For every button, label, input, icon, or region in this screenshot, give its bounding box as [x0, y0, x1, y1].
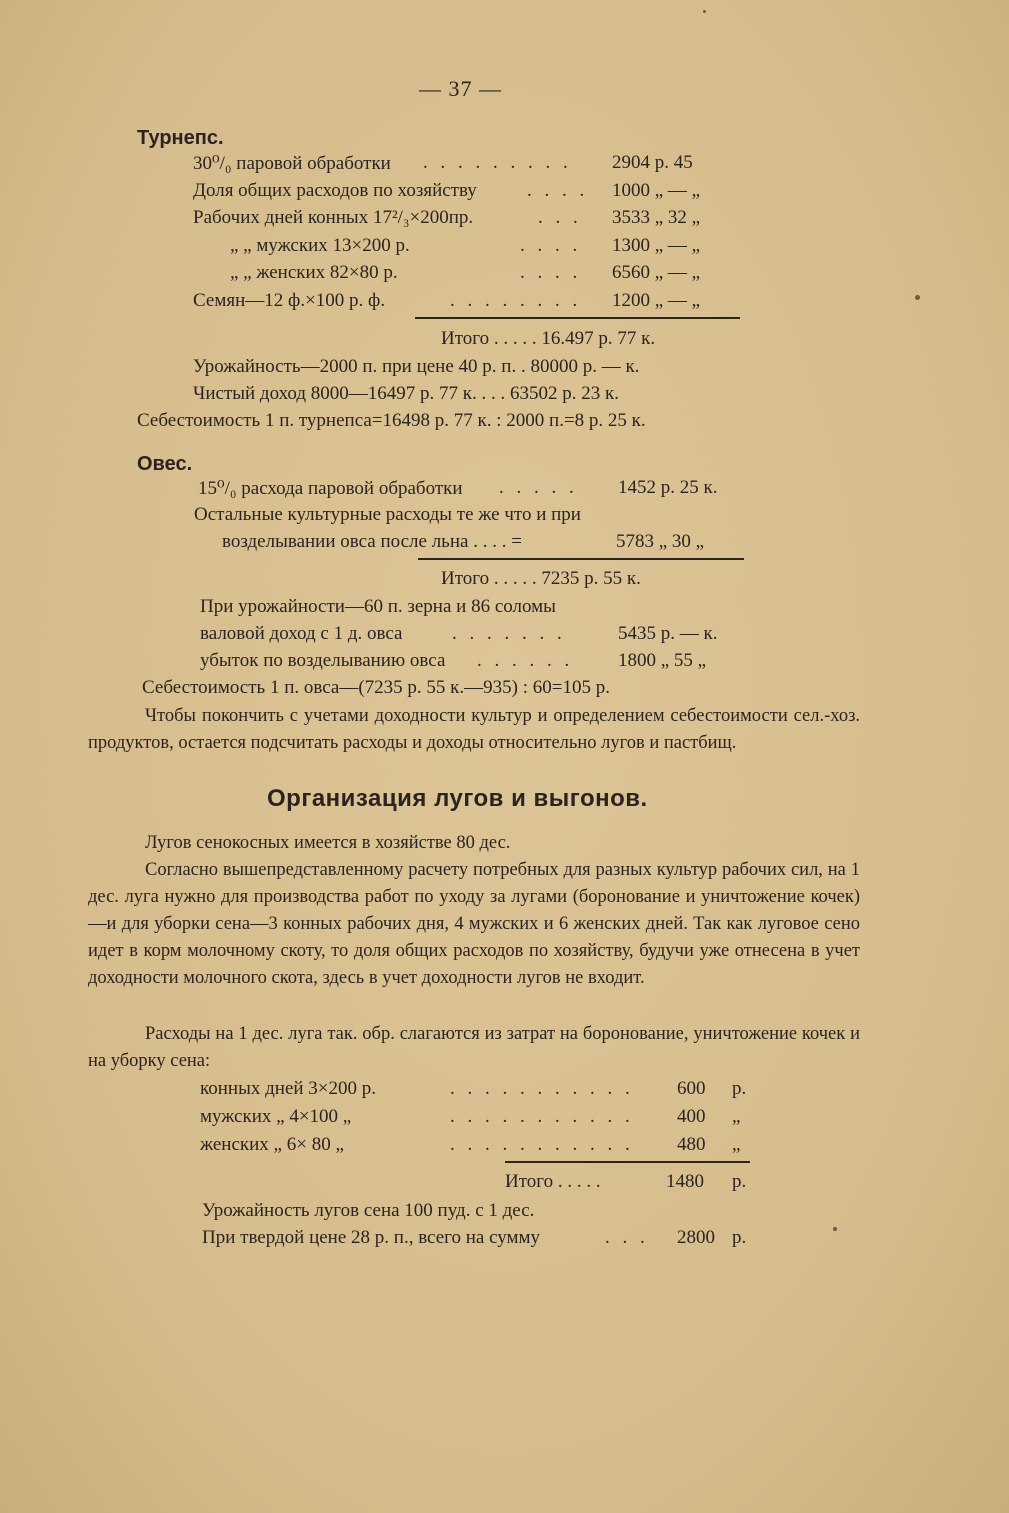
oats-gross-income: валовой доход с 1 д. овса: [200, 623, 403, 644]
closing-paragraph: Чтобы покончить с учетами доходности культур и определением себестоимости сел.-хоз. продуктов, остается подсчитать расходы и доходы относительно лугов и пастбищ.: [88, 706, 860, 753]
section-heading-oats: Овес.: [137, 453, 193, 475]
oats-line-2: Остальные культурные расходы те же что и при: [194, 504, 581, 525]
paper-speck: [915, 295, 920, 300]
meadows-value-3: 480: [677, 1134, 706, 1155]
meadows-paragraph-2: Согласно вышепредставленному расчету потребных для разных культур рабочих сил, на 1 дес. луга нужно для производства работ по уходу за лугами (боронование и уничтожение кочек)—и для уборки сена—3 конных рабочих дня, 4 мужских и 6 женских дней. Так как луговое сено идет в корм молочному скоту, то доля общих расходов по хозяйству, будучи уже отнесена в учет доходности молочного скота, здесь в учет доходности лугов не входит.: [88, 860, 860, 988]
oats-yield: При урожайности—60 п. зерна и 86 соломы: [200, 596, 556, 617]
oats-cost: Себестоимость 1 п. овса—(7235 р. 55 к.—935) : 60=105 р.: [142, 677, 610, 698]
turnips-dots-4: . . . .: [520, 235, 582, 256]
meadows-dots-2: . . . . . . . . . . .: [450, 1106, 634, 1127]
oats-total: Итого . . . . . 7235 р. 55 к.: [441, 568, 641, 589]
turnips-dots-1: . . . . . . . . .: [423, 152, 572, 173]
meadows-price-dots: . . .: [605, 1227, 649, 1248]
oats-value-1: 1452 р. 25 к.: [618, 477, 718, 498]
turnips-dots-5: . . . .: [520, 262, 582, 283]
turnips-value-2: 1000 „ — „: [612, 180, 701, 201]
turnips-dots-2: . . . .: [527, 180, 589, 201]
oats-dots-1: . . . . .: [499, 477, 578, 498]
turnips-dots-6: . . . . . . . .: [450, 290, 582, 311]
oats-gross-value: 5435 р. — к.: [618, 623, 718, 644]
meadows-value-2: 400: [677, 1106, 706, 1127]
line-label: 30⁰/₀ паровой обработки: [193, 153, 391, 174]
turnips-line-3: Рабочих дней конных 17²/₃×200пр.: [193, 207, 474, 228]
section-heading-turnips: Турнепс.: [137, 127, 224, 149]
meadows-line-3: женских „ 6× 80 „: [200, 1134, 344, 1155]
section-heading-meadows: Организация лугов и выгонов.: [267, 785, 648, 812]
page-number: — 37 —: [419, 76, 502, 101]
turnips-total: Итого . . . . . 16.497 р. 77 к.: [441, 328, 656, 349]
turnips-line-2: Доля общих расходов по хозяйству: [193, 180, 477, 201]
paper-speck: [703, 10, 706, 13]
turnips-line-6: Семян—12 ф.×100 р. ф.: [193, 290, 386, 311]
turnips-value-1: 2904 р. 45: [612, 152, 693, 173]
meadows-price: При твердой цене 28 р. п., всего на сумму: [202, 1227, 541, 1248]
meadows-dots-3: . . . . . . . . . . .: [450, 1134, 634, 1155]
turnips-yield: Урожайность—2000 п. при цене 40 р. п. . 80000 р. — к.: [193, 356, 640, 377]
meadows-price-value: 2800: [677, 1227, 715, 1248]
turnips-value-4: 1300 „ — „: [612, 235, 701, 256]
oats-loss-value: 1800 „ 55 „: [618, 650, 707, 671]
meadows-unit-2: „: [732, 1106, 741, 1127]
meadows-unit-1: р.: [732, 1078, 747, 1099]
turnips-line-1: [193, 152, 391, 175]
turnips-value-3: 3533 „ 32 „: [612, 207, 701, 228]
oats-line-1: 15⁰/₀ расхода паровой обработки: [198, 478, 463, 499]
divider-rule: [415, 317, 740, 319]
oats-value-3: 5783 „ 30 „: [616, 531, 705, 552]
turnips-dots-3: . . .: [538, 207, 582, 228]
meadows-paragraph-3: Расходы на 1 дес. луга так. обр. слагаются из затрат на боронование, уничтожение кочек и на уборку сена:: [88, 1024, 860, 1071]
meadows-value-1: 600: [677, 1078, 706, 1099]
meadows-paragraph-1: Лугов сенокосных имеется в хозяйстве 80 дес.: [145, 833, 511, 853]
turnips-value-6: 1200 „ — „: [612, 290, 701, 311]
meadows-total-unit: р.: [732, 1171, 747, 1192]
meadows-dots-1: . . . . . . . . . . .: [450, 1078, 634, 1099]
oats-line-3: возделывании овса после льна . . . . =: [222, 531, 522, 552]
meadows-line-2: мужских „ 4×100 „: [200, 1106, 352, 1127]
oats-loss: убыток по возделыванию овса: [200, 650, 446, 671]
turnips-value-5: 6560 „ — „: [612, 262, 701, 283]
oats-gross-dots: . . . . . . .: [452, 623, 566, 644]
turnips-cost: Себестоимость 1 п. турнепса=16498 р. 77 к. : 2000 п.=8 р. 25 к.: [137, 410, 646, 431]
meadows-unit-3: „: [732, 1134, 741, 1155]
oats-loss-dots: . . . . . .: [477, 650, 574, 671]
meadows-total-label: Итого . . . . .: [505, 1171, 601, 1192]
turnips-line-5: „ „ женских 82×80 р.: [230, 262, 398, 283]
meadows-line-1: конных дней 3×200 р.: [200, 1078, 377, 1099]
turnips-net-income: Чистый доход 8000—16497 р. 77 к. . . . 63502 р. 23 к.: [193, 383, 619, 404]
turnips-line-4: „ „ мужских 13×200 р.: [230, 235, 410, 256]
meadows-total-value: 1480: [666, 1171, 704, 1192]
divider-rule: [418, 558, 744, 560]
paper-speck: [833, 1227, 837, 1231]
meadows-price-unit: р.: [732, 1227, 747, 1248]
divider-rule: [505, 1161, 750, 1163]
meadows-yield: Урожайность лугов сена 100 пуд. с 1 дес.: [202, 1200, 535, 1221]
